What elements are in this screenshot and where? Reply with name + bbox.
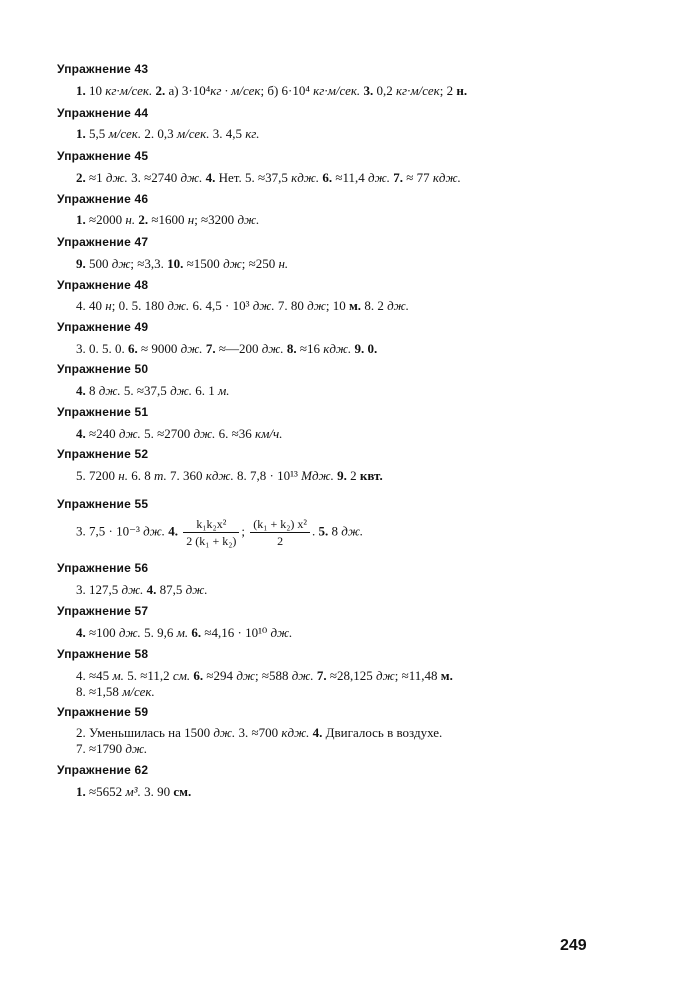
unit-text: н.	[118, 468, 128, 483]
fraction	[250, 516, 310, 549]
unit-text: м/сек.	[108, 126, 142, 141]
answer-line: 4. 8 дж. 5. ≈37,5 дж. 6. 1 м.	[76, 383, 230, 398]
unit-text: кдж.	[291, 170, 320, 185]
unit-text: дж.	[118, 625, 141, 640]
unit-text: м.	[176, 625, 189, 640]
exercise-heading: Упражнение 52	[57, 447, 149, 461]
bold-text: 1.	[76, 784, 86, 799]
answer-line: 8. ≈1,58 м/сек.	[76, 684, 155, 699]
unit-text: дж.	[193, 426, 216, 441]
exercise-heading: Упражнение 45	[57, 149, 149, 163]
unit-text: дж.	[118, 426, 141, 441]
unit-text: дж	[236, 668, 255, 683]
unit-text: Мдж.	[301, 468, 334, 483]
bold-text: 6.	[191, 625, 202, 640]
answer-line: 2. Уменьшилась на 1500 дж. 3. ≈700 кдж. 4. Двигалось в воздухе.	[76, 725, 443, 740]
unit-text: м.	[217, 383, 230, 398]
bold-text: 4.	[76, 383, 86, 398]
unit-text: дж.	[237, 212, 260, 227]
bold-text: 9.	[337, 468, 347, 483]
unit-text: дж.	[341, 523, 364, 539]
unit-text: дж.	[185, 582, 208, 597]
bold-text: 6.	[193, 668, 204, 683]
bold-text: 2.	[76, 170, 86, 185]
exercise-heading: Упражнение 43	[57, 62, 149, 76]
exercise-heading: Упражнение 49	[57, 320, 149, 334]
unit-text: м/сек.	[122, 684, 155, 699]
page-number: 249	[560, 937, 587, 954]
fraction-denominator: 2	[277, 534, 284, 548]
answer-line: 2. ≈1 дж. 3. ≈2740 дж. 4. Нет. 5. ≈37,5 кдж. 6. ≈11,4 дж. 7. ≈ 77 кдж.	[76, 170, 461, 185]
unit-text: дж.	[167, 298, 190, 313]
exercise-heading: Упражнение 50	[57, 362, 149, 376]
unit-text: дж.	[261, 341, 284, 356]
bold-text: 4.	[146, 582, 157, 597]
unit-text: м/сек.	[176, 126, 210, 141]
exercise-heading: Упражнение 58	[57, 647, 149, 661]
unit-text: дж.	[368, 170, 390, 185]
unit-text: дж.	[98, 383, 121, 398]
bold-text: 5.	[318, 523, 329, 539]
answer-line: 1. 5,5 м/сек. 2. 0,3 м/сек. 3. 4,5 кг.	[76, 126, 260, 141]
answer-line: 7. ≈1790 дж.	[76, 741, 148, 756]
unit-text: кг.	[245, 126, 260, 141]
fraction-denominator: 2 (k₁ + k₂)	[186, 534, 237, 548]
unit-text: кдж.	[281, 725, 310, 740]
answer-line: 1. ≈5652 м³. 3. 90 см.	[76, 784, 192, 799]
unit-text: дж.	[213, 725, 236, 740]
bold-text: 4.	[76, 426, 86, 441]
unit-text: дж.	[105, 170, 128, 185]
unit-text: дж.	[121, 582, 144, 597]
bold-text: 1.	[76, 212, 86, 227]
answer-line: 4. 40 н; 0. 5. 180 дж. 6. 4,5 · 10³ дж. 7. 80 дж; 10 м. 8. 2 дж.	[76, 298, 409, 313]
unit-text: н	[187, 212, 195, 227]
answer-line: 3. 0. 5. 0. 6. ≈ 9000 дж. 7. ≈—200 дж. 8. ≈16 кдж. 9. 0.	[76, 341, 378, 356]
unit-text: кг·м/сек.	[105, 83, 153, 98]
bold-text: 8.	[286, 341, 297, 356]
unit-text: кг·м/сек	[395, 83, 440, 98]
unit-text: н.	[125, 212, 136, 227]
unit-text: дж.	[387, 298, 409, 313]
bold-text: 4.	[168, 523, 179, 539]
unit-text: дж.	[252, 298, 275, 313]
bold-text: м.	[440, 668, 453, 683]
answer-line: 4. ≈100 дж. 5. 9,6 м. 6. ≈4,16 · 10¹⁰ дж.	[76, 625, 293, 640]
exercise-heading: Упражнение 55	[57, 497, 149, 511]
unit-text: дж.	[125, 741, 148, 756]
unit-text: т.	[153, 468, 167, 483]
unit-text: км/ч.	[255, 426, 283, 441]
unit-text: м.	[112, 668, 124, 683]
answer-line: 9. 500 дж; ≈3,3. 10. ≈1500 дж; ≈250 н.	[76, 256, 289, 271]
fraction	[183, 516, 239, 549]
fraction-numerator: (k₁ + k₂) x²	[250, 516, 310, 533]
unit-text: кдж.	[205, 468, 234, 483]
unit-text: кдж.	[323, 341, 352, 356]
exercise-heading: Упражнение 62	[57, 763, 149, 777]
bold-text: 10.	[167, 256, 184, 271]
bold-text: 6.	[322, 170, 333, 185]
bold-text: 4.	[312, 725, 323, 740]
unit-text: дж.	[270, 625, 293, 640]
bold-text: 2.	[138, 212, 149, 227]
unit-text: м³.	[125, 784, 141, 799]
exercise-heading: Упражнение 48	[57, 278, 149, 292]
answer-line: 5. 7200 н. 6. 8 т. 7. 360 кдж. 8. 7,8 · 10¹³ Мдж. 9. 2 квт.	[76, 468, 383, 483]
bold-text: м.	[348, 298, 362, 313]
answer-line: 1. ≈2000 н. 2. ≈1600 н; ≈3200 дж.	[76, 212, 260, 227]
answer-line-formula: 3. 7,5 · 10⁻³ дж. 4. $\frac{\text{k₁k₂x²}}{\text{2 (k₁ + k₂)}}$ ; $\frac{\text{(k₁ + k₂) x²}}{2}$ . 5. 8 дж.	[76, 517, 364, 548]
bold-text: 3.	[363, 83, 374, 98]
bold-text: 7.	[205, 341, 216, 356]
bold-text: 9.	[76, 256, 86, 271]
exercise-heading: Упражнение 47	[57, 235, 149, 249]
unit-text: дж.	[291, 668, 314, 683]
fraction-numerator: k₁k₂x²	[183, 516, 239, 533]
bold-text: н.	[456, 83, 468, 98]
exercise-heading: Упражнение 46	[57, 192, 149, 206]
bold-text: 2.	[155, 83, 166, 98]
unit-text: дж	[307, 298, 326, 313]
bold-text: 9. 0.	[354, 341, 378, 356]
unit-text: дж	[111, 256, 131, 271]
bold-text: 4.	[205, 170, 216, 185]
unit-text: дж.	[170, 383, 192, 398]
bold-text: 1.	[76, 83, 86, 98]
bold-text: см.	[173, 784, 192, 799]
answer-line: 1. 10 кг·м/сек. 2. а) 3·10⁴кг · м/сек; б) 6·10⁴ кг·м/сек. 3. 0,2 кг·м/сек; 2 н.	[76, 83, 468, 98]
bold-text: квт.	[359, 468, 383, 483]
unit-text: кдж.	[432, 170, 461, 185]
answer-line: 4. ≈45 м. 5. ≈11,2 см. 6. ≈294 дж; ≈588 дж. 7. ≈28,125 дж; ≈11,48 м.	[76, 668, 453, 683]
answer-line: 4. ≈240 дж. 5. ≈2700 дж. 6. ≈36 км/ч.	[76, 426, 283, 441]
unit-text: кг·м/сек.	[313, 83, 361, 98]
unit-text: дж	[376, 668, 395, 683]
exercise-heading: Упражнение 56	[57, 561, 149, 575]
answer-line: 3. 127,5 дж. 4. 87,5 дж.	[76, 582, 208, 597]
unit-text: дж.	[180, 170, 203, 185]
exercise-heading: Упражнение 57	[57, 604, 149, 618]
bold-text: 1.	[76, 126, 86, 141]
exercise-heading: Упражнение 51	[57, 405, 149, 419]
bold-text: 6.	[128, 341, 138, 356]
unit-text: кг · м/сек	[210, 83, 261, 98]
unit-text: дж.	[180, 341, 203, 356]
unit-text: дж	[223, 256, 242, 271]
bold-text: 4.	[76, 625, 86, 640]
unit-text: н.	[278, 256, 289, 271]
unit-text: см.	[172, 668, 191, 683]
unit-text: дж.	[143, 523, 166, 539]
bold-text: 7.	[316, 668, 327, 683]
unit-text: н	[105, 298, 112, 313]
exercise-heading: Упражнение 44	[57, 106, 149, 120]
exercise-heading: Упражнение 59	[57, 705, 149, 719]
bold-text: 7.	[393, 170, 403, 185]
